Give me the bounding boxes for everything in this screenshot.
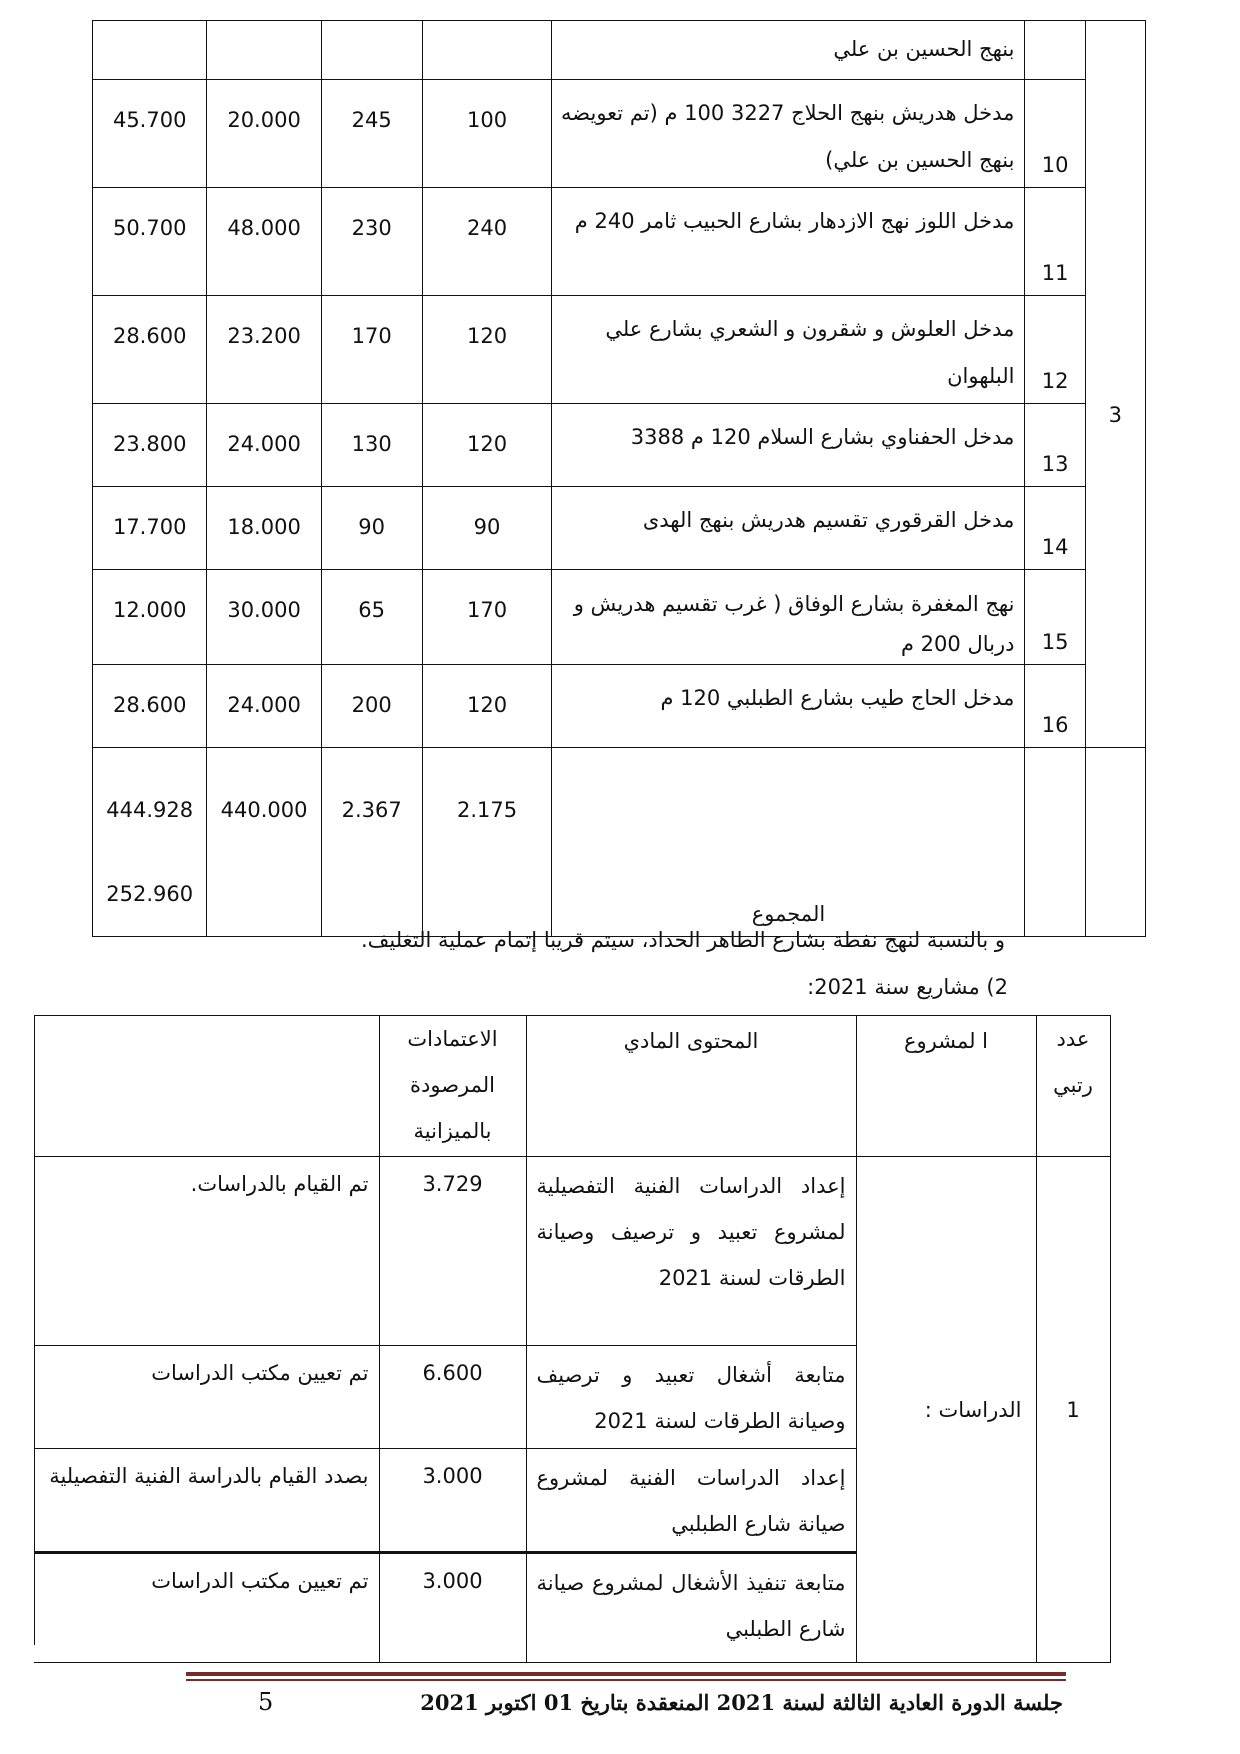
project-cell: مدخل القرقوري تقسيم هدريش بنهج الهدى xyxy=(552,487,1025,570)
table-row xyxy=(34,1157,1110,1346)
index-cell: 11 xyxy=(1025,188,1085,296)
budget-cell: 30.000 xyxy=(207,570,321,665)
budget-cell: 48.000 xyxy=(207,188,321,296)
cost-cell: 28.600 xyxy=(93,665,207,748)
table-row xyxy=(93,188,1146,296)
works-table xyxy=(92,20,1146,937)
index-cell: 14 xyxy=(1025,487,1085,570)
footer-rule xyxy=(186,1672,1066,1676)
project-cell: نهج المغفرة بشارع الوفاق ( غرب تقسيم هدريش و دربال 200 م xyxy=(552,570,1025,665)
project-cell: مدخل العلوش و شقرون و الشعري بشارع علي البلهوان xyxy=(552,296,1025,404)
cost-cell: 28.600 xyxy=(93,296,207,404)
value-cell xyxy=(93,21,207,80)
budget-cell: 18.000 xyxy=(207,487,321,570)
table-row xyxy=(93,665,1146,748)
header-budget: الاعتمادات المرصودة بالميزانية xyxy=(379,1016,526,1157)
area-cell: 90 xyxy=(321,487,422,570)
table-row xyxy=(93,570,1146,665)
area-cell: 230 xyxy=(321,188,422,296)
page-number: 5 xyxy=(258,1688,274,1716)
length-cell: 120 xyxy=(422,296,552,404)
index-cell: 15 xyxy=(1025,570,1085,665)
budget-cell: 24.000 xyxy=(207,665,321,748)
length-cell: 100 xyxy=(422,80,552,188)
total-length: 2.175 xyxy=(422,748,552,937)
value-cell xyxy=(207,21,321,80)
status-cell: تم تعيين مكتب الدراسات xyxy=(34,1553,379,1663)
project-cell: مدخل الحاج طيب بشارع الطبلبي 120 م xyxy=(552,665,1025,748)
index-cell: 16 xyxy=(1025,665,1085,748)
group-cell xyxy=(1085,748,1145,937)
area-cell: 130 xyxy=(321,404,422,487)
header-status xyxy=(34,1016,379,1157)
length-cell: 240 xyxy=(422,188,552,296)
group-label: 3 xyxy=(1108,403,1123,427)
note-text: و بالنسبة لنهج نفطة بشارع الطاهر الحداد، سيتم قريبا إتمام عملية التغليف. xyxy=(360,928,1005,952)
cost-cell: 23.800 xyxy=(93,404,207,487)
projects-2021-table xyxy=(34,1015,1111,1663)
table-row xyxy=(93,296,1146,404)
value-cell xyxy=(422,21,552,80)
length-cell: 90 xyxy=(422,487,552,570)
content-cell: إعداد الدراسات الفنية التفصيلية لمشروع تعبيد و ترصيف وصيانة الطرقات لسنة 2021 xyxy=(526,1157,856,1346)
amount-cell: 3.729 xyxy=(379,1157,526,1346)
length-cell: 170 xyxy=(422,570,552,665)
total-area: 2.367 xyxy=(321,748,422,937)
area-cell: 170 xyxy=(321,296,422,404)
cost-cell: 45.700 xyxy=(93,80,207,188)
header-rank: عدد رتبي xyxy=(1036,1016,1110,1157)
value-cell xyxy=(321,21,422,80)
content-cell: متابعة أشغال تعبيد و ترصيف وصيانة الطرقات لسنة 2021 xyxy=(526,1346,856,1449)
table-row xyxy=(93,21,1146,80)
header-project: ا لمشروع xyxy=(856,1016,1036,1157)
rank-cell: 1 xyxy=(1036,1157,1110,1663)
cost-cell: 17.700 xyxy=(93,487,207,570)
total-cost-a: 444.928 xyxy=(106,798,194,822)
table-row xyxy=(93,404,1146,487)
header-row xyxy=(34,1016,1110,1157)
budget-cell: 24.000 xyxy=(207,404,321,487)
status-cell: بصدد القيام بالدراسة الفنية التفصيلية xyxy=(34,1449,379,1553)
status-cell: تم تعيين مكتب الدراسات xyxy=(34,1346,379,1449)
group-cell xyxy=(1085,21,1145,748)
table-row xyxy=(93,80,1146,188)
status-cell: تم القيام بالدراسات. xyxy=(34,1157,379,1346)
index-cell: 13 xyxy=(1025,404,1085,487)
project-cell: مدخل اللوز نهج الازدهار بشارع الحبيب ثامر 240 م xyxy=(552,188,1025,296)
header-content: المحتوى المادي xyxy=(526,1016,856,1157)
amount-cell: 6.600 xyxy=(379,1346,526,1449)
area-cell: 65 xyxy=(321,570,422,665)
length-cell: 120 xyxy=(422,404,552,487)
index-cell xyxy=(1025,748,1085,937)
total-row xyxy=(93,748,1146,937)
cost-cell: 12.000 xyxy=(93,570,207,665)
index-cell: 10 xyxy=(1025,80,1085,188)
total-label: المجموع xyxy=(552,748,1025,937)
area-cell: 245 xyxy=(321,80,422,188)
area-cell: 200 xyxy=(321,665,422,748)
index-cell: 12 xyxy=(1025,296,1085,404)
project-cell: بنهج الحسين بن علي xyxy=(552,21,1025,80)
amount-cell: 3.000 xyxy=(379,1449,526,1553)
total-cost-cell xyxy=(93,748,207,937)
project-cell: الدراسات : xyxy=(856,1157,1036,1663)
cost-cell: 50.700 xyxy=(93,188,207,296)
total-budget: 440.000 xyxy=(207,748,321,937)
footer-rule-thin xyxy=(186,1679,1066,1681)
project-cell: مدخل هدريش بنهج الحلاج 3227 100 م (تم تعويضه بنهج الحسين بن علي) xyxy=(552,80,1025,188)
amount-cell: 3.000 xyxy=(379,1553,526,1663)
content-cell: متابعة تنفيذ الأشغال لمشروع صيانة شارع الطبلبي xyxy=(526,1553,856,1663)
budget-cell: 20.000 xyxy=(207,80,321,188)
section-heading: 2) مشاريع سنة 2021: xyxy=(807,975,1008,999)
budget-cell: 23.200 xyxy=(207,296,321,404)
table-border xyxy=(34,1015,35,1645)
table-row xyxy=(93,487,1146,570)
index-cell xyxy=(1025,21,1085,80)
project-cell: مدخل الحفناوي بشارع السلام 120 م 3388 xyxy=(552,404,1025,487)
content-cell: إعداد الدراسات الفنية لمشروع صيانة شارع الطبلبي xyxy=(526,1449,856,1553)
footer-text: جلسة الدورة العادية الثالثة لسنة 2021 المنعقدة بتاريخ 01 اكتوبر 2021 xyxy=(420,1690,1063,1715)
length-cell: 120 xyxy=(422,665,552,748)
total-cost-b: 252.960 xyxy=(106,882,194,906)
